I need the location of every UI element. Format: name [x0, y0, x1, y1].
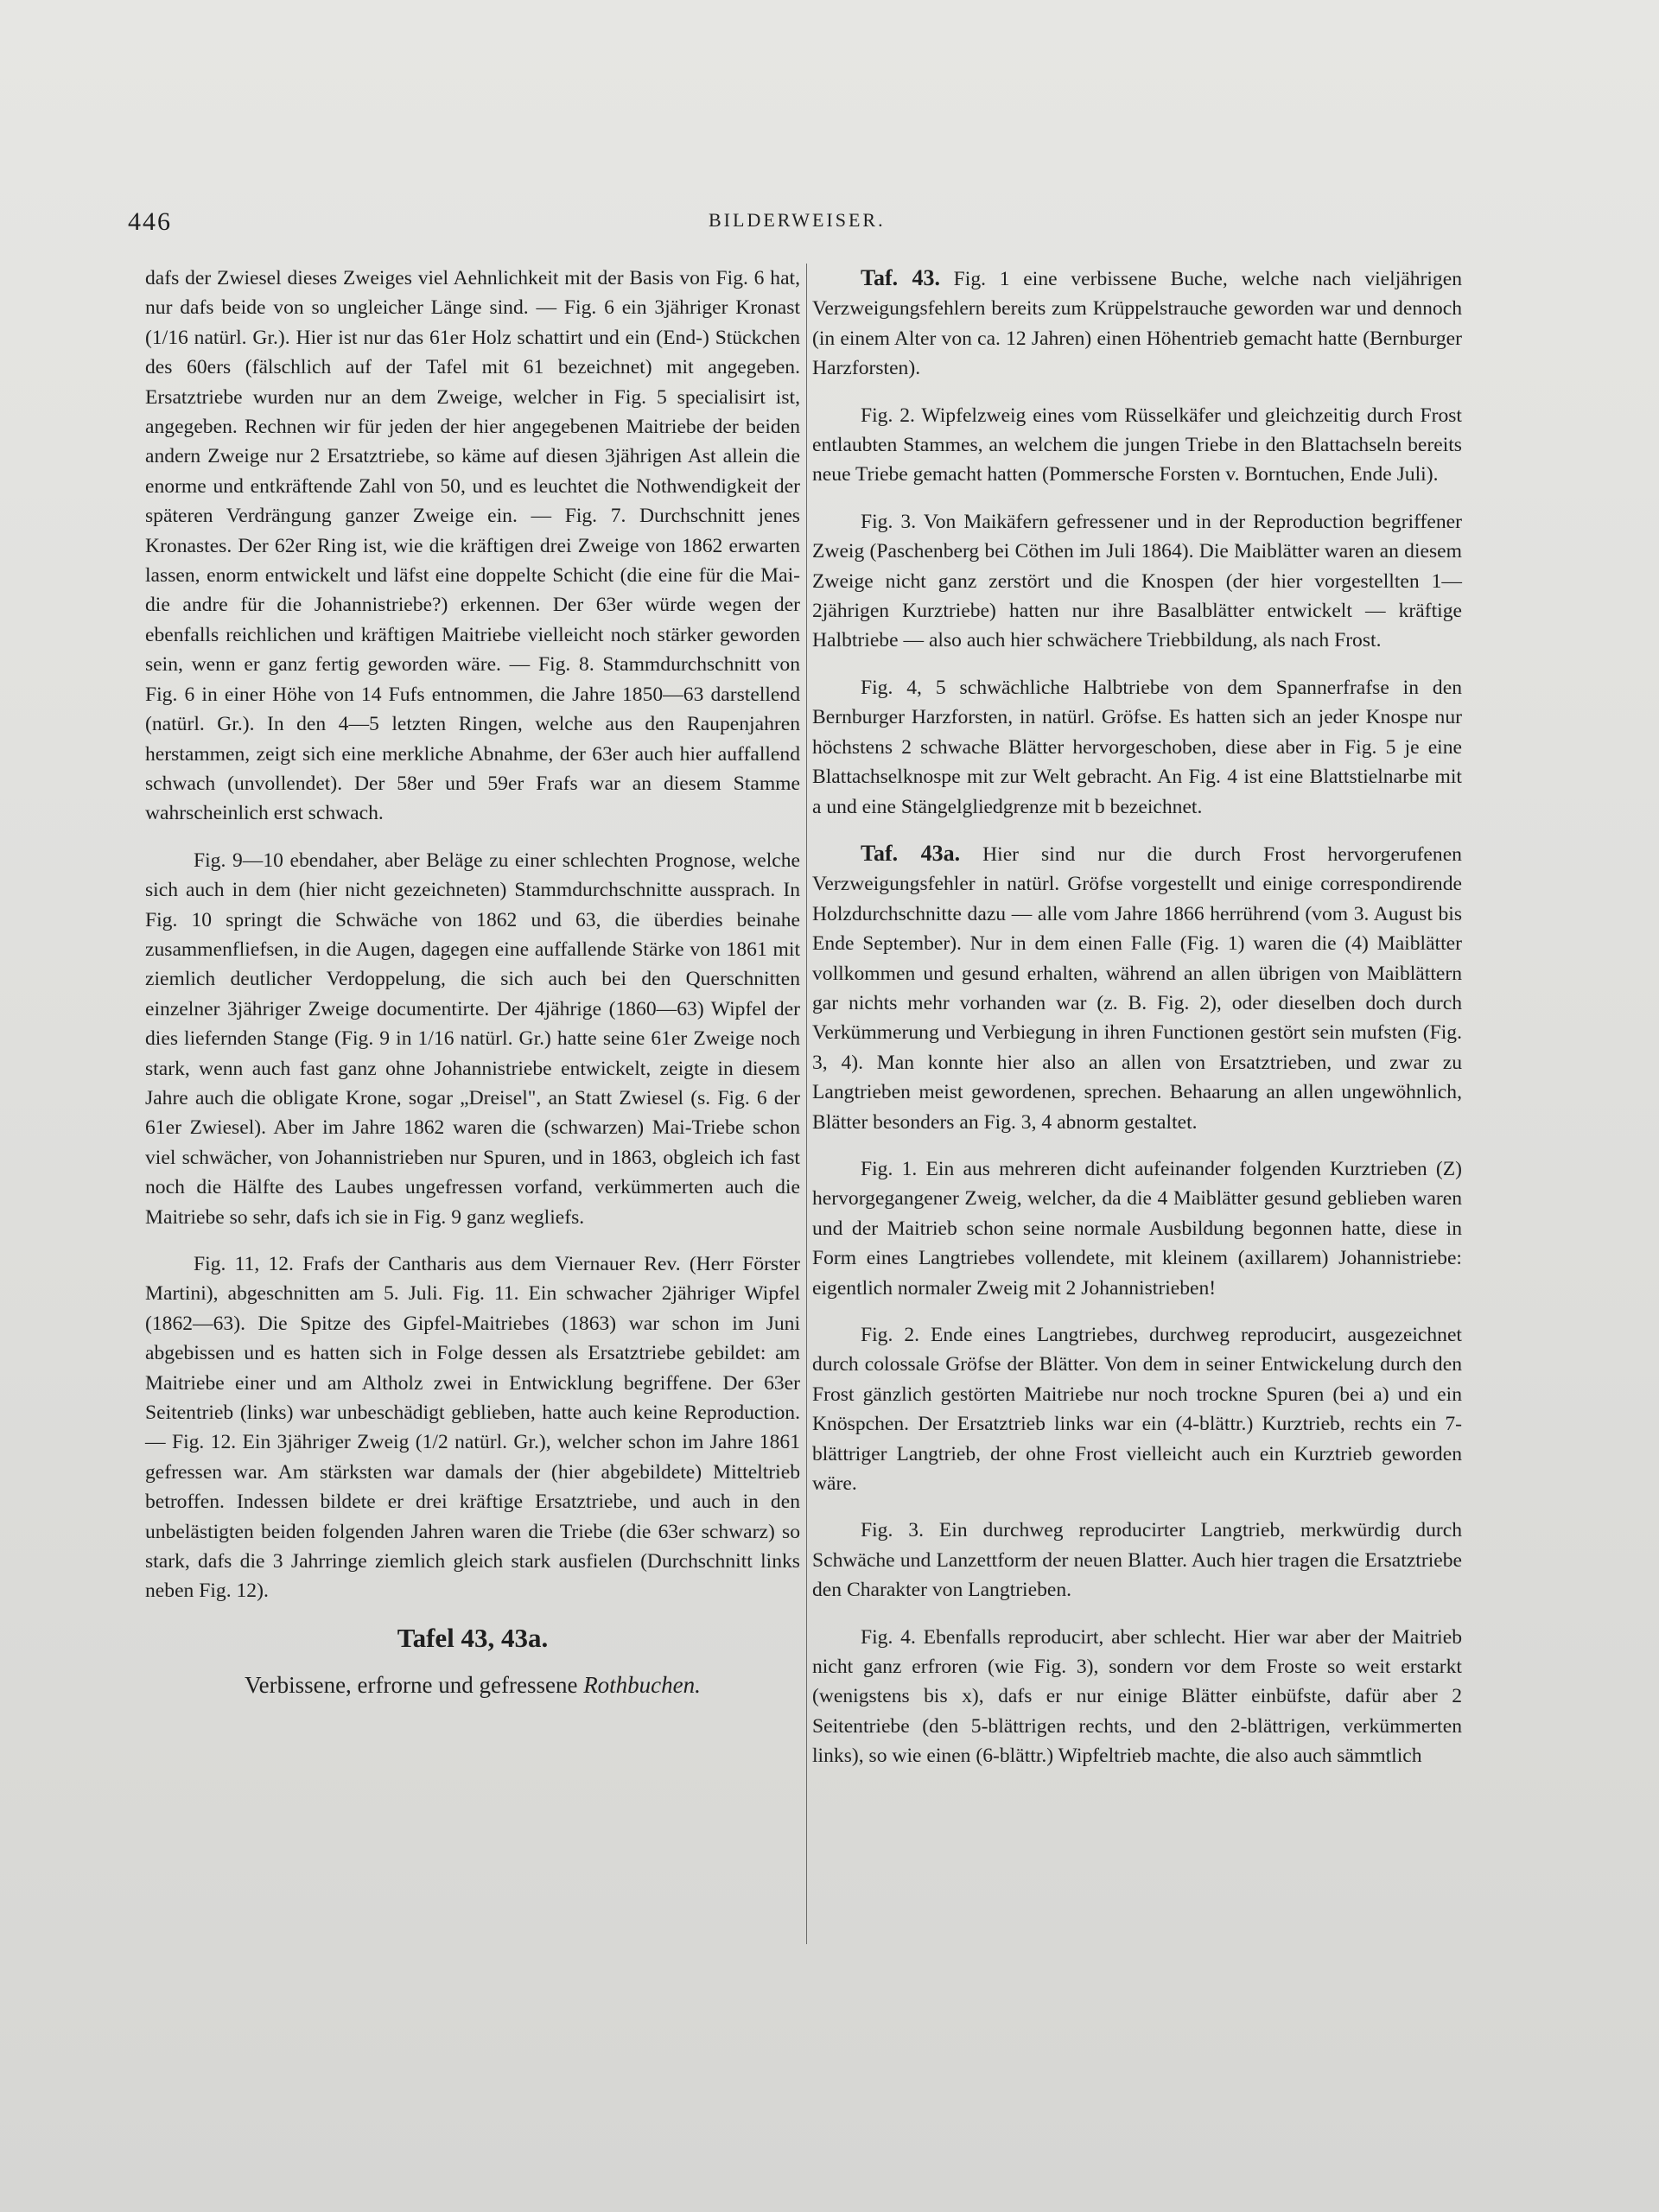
- left-paragraph-1: dafs der Zwiesel dieses Zweiges viel Aehnlichkeit mit der Basis von Fig. 6 hat, nur dafs beide von so ungleicher Länge sind. — Fig. 6 ein 3jähriger Kronast (1/16 natürl. Gr.). Hier ist nur das 61er Holz schattirt und ein (End-) Stückchen des 60ers (fälschlich auf der Tafel mit 61 bezeichnet) mit angegeben. Ersatztriebe wurden nur an dem Zweige, welcher in Fig. 5 specialisirt ist, angegeben. Rechnen wir für jeden der hier angegebenen Maitriebe der beiden andern Zweige nur 2 Ersatztriebe, so käme auf diesen 3jährigen Ast allein die enorme und entkräftende Zahl von 50, und es leuchtet die Nothwendigkeit der späteren Verdrängung ganzer Zweige ein. — Fig. 7. Durchschnitt jenes Kronastes. Der 62er Ring ist, wie die kräftigen drei Zweige von 1862 erwarten lassen, enorm entwickelt und läfst eine doppelte Schicht (die eine für die Mai- die andre für die Johannistriebe?) erkennen. Der 63er würde wegen der ebenfalls reichlichen und kräftigen Maitriebe vielleicht noch stärker geworden sein, wenn er ganz fertig geworden wäre. — Fig. 8. Stammdurchschnitt von Fig. 6 in einer Höhe von 14 Fufs entnommen, die Jahre 1850—63 darstellend (natürl. Gr.). In den 4—5 letzten Ringen, welche aus den Raupenjahren herstammen, zeigt sich eine merkliche Abnahme, der 63er auch hier auffallend schwach (unvollendet). Der 58er und 59er Frafs war an diesem Stamme wahrscheinlich erst schwach.: [145, 267, 800, 825]
- right-paragraph-3: Fig. 3. Von Maikäfern gefressener und in der Reproduction begriffener Zweig (Paschenberg bei Cöthen im Juli 1864). Die Maiblätter waren an diesem Zweige nicht ganz zerstört und die Knospen (der hier vorgestellten 1—2jährigen Kurztriebe) hatten nur ihre Basalblätter entwickelt — kräftige Halbtriebe — also auch hier schwächere Triebbildung, als nach Frost.: [812, 510, 1462, 652]
- left-paragraph-3: Fig. 11, 12. Frafs der Cantharis aus dem Viernauer Rev. (Herr Förster Martini), abgeschnitten am 5. Juli. Fig. 11. Ein schwacher 2jähriger Wipfel (1862—63). Die Spitze des Gipfel-Maitriebes (1863) war schon im Juni abgebissen und es hatten sich in Folge dessen als Ersatztriebe gebildet: am Maitriebe einer und am Altholz zwei in Entwicklung begriffene. Der 63er Seitentrieb (links) war unbeschädigt geblieben, hatte auch keine Reproduction. — Fig. 12. Ein 3jähriger Zweig (1/2 natürl. Gr.), welcher schon im Jahre 1861 gefressen war. Am stärksten war damals der (hier abgebildete) Mitteltrieb betroffen. Indessen bildete er drei kräftige Ersatztriebe, und auch in den unbelästigten beiden folgenden Jahren waren die Triebe (die 63er schwarz) so stark, dafs die 3 Jahrringe ziemlich gleich stark ausfielen (Durchschnitt links neben Fig. 12).: [145, 1253, 800, 1603]
- left-column: [145, 264, 800, 1718]
- right-paragraph-5-text: Hier sind nur die durch Frost hervorgerufenen Verzweigungsfehler in natürl. Gröfse vorgestellt und einige correspondirende Holzdurchschnitte dazu — alle vom Jahre 1866 herrührend (vom 3. August bis Ende September). Nur in dem einen Falle (Fig. 1) waren die (4) Maiblätter vollkommen und gesund erhalten, während an allen übrigen von Maiblättern gar nichts mehr vorhanden war (z. B. Fig. 2), oder dieselben doch durch Verkümmerung und Verbiegung in ihren Functionen gestört sein mufsten (Fig. 3, 4). Man konnte hier also an allen von Ersatztrieben, und zwar zu Langtrieben meist gewordenen, sprechen. Behaarung an allen ungewöhnlich, Blätter besonders an Fig. 3, 4 abnorm gestaltet.: [812, 842, 1462, 1134]
- tafel-title: Tafel 43, 43a.: [397, 1622, 549, 1653]
- right-paragraph-4: Fig. 4, 5 schwächliche Halbtriebe von dem Spannerfrafse in den Bernburger Harzforsten, in natürl. Gröfse. Es hatten sich an jeder Knospe nur höchstens 2 schwache Blätter hervorgeschoben, diese aber in Fig. 5 je eine Blattachselknospe mit zur Welt gebracht. An Fig. 4 ist eine Blattstielnarbe mit a und eine Stängelgliedgrenze mit b bezeichnet.: [812, 676, 1462, 818]
- right-paragraph-7: Fig. 2. Ende eines Langtriebes, durchweg reproducirt, ausgezeichnet durch colossale Gröfse der Blätter. Von dem in seiner Entwickelung durch den Frost gänzlich gestörten Maitriebe nur noch trockne Spuren (bei a) und ein Knöspchen. Der Ersatztrieb links war ein (4-blättr.) Kurztrieb, rechts ein 7-blättriger Langtrieb, der ohne Frost vielleicht auch ein Kurztrieb geworden wäre.: [812, 1324, 1462, 1496]
- right-paragraph-1: [812, 264, 1462, 384]
- column-divider: [806, 264, 807, 1944]
- right-column: [812, 264, 1462, 1789]
- right-paragraph-1-text: Fig. 1 eine verbissene Buche, welche nach vieljährigen Verzweigungsfehlern bereits zum Krüppelstrauche geworden war und dennoch (in einem Alter von ca. 12 Jahren) einen Höhentrieb gemacht hatte (Bernburger Harzforsten).: [812, 268, 1462, 380]
- right-paragraph-8: Fig. 3. Ein durchweg reproducirter Langtrieb, merkwürdig durch Schwäche und Lanzettform der neuen Blatter. Auch hier tragen die Ersatztriebe den Charakter von Langtrieben.: [812, 1519, 1462, 1602]
- taf-43a-lead: Taf. 43a.: [861, 840, 961, 866]
- right-paragraph-9: Fig. 4. Ebenfalls reproducirt, aber schlecht. Hier war aber der Maitrieb nicht ganz erfroren (wie Fig. 3), sondern vor dem Froste so weit erstarkt (wenigstens bis x), dafs er nur einige Blätter einbüfste, dafür aber 2 Seitentriebe (den 5-blättrigen rechts, und den 2-blättrigen, verkümmerten links), so wie einen (6-blättr.) Wipfeltrieb machte, die also auch sämmtlich: [812, 1625, 1462, 1768]
- right-paragraph-2: Fig. 2. Wipfelzweig eines vom Rüsselkäfer und gleichzeitig durch Frost entlaubten Stammes, an welchem die jungen Triebe in den Blattachseln bereits neue Triebe gemacht hatten (Pommersche Forsten v. Borntuchen, Ende Juli).: [812, 404, 1462, 486]
- tafel-subtitle-plain: Verbissene, erfrorne und gefressene: [245, 1672, 584, 1699]
- running-head: BILDERWEISER.: [709, 209, 886, 231]
- tafel-subtitle-italic: Rothbuchen.: [583, 1672, 701, 1699]
- right-paragraph-6: Fig. 1. Ein aus mehreren dicht aufeinander folgenden Kurztrieben (Z) hervorgegangener Zweig, welcher, da die 4 Maiblätter gesund geblieben waren und der Maitrieb schon seine normale Ausbildung begonnen hatte, diese in Form eines Langtriebes vollendete, mit kleinem (axillarem) Johannistriebe: eigentlich normaler Zweig mit 2 Johannistrieben!: [812, 1157, 1462, 1300]
- taf-43-lead: Taf. 43.: [861, 265, 940, 290]
- tafel-subtitle: [145, 1670, 800, 1700]
- page-number: 446: [128, 207, 172, 236]
- right-paragraph-5: [812, 839, 1462, 1137]
- left-paragraph-2: Fig. 9—10 ebendaher, aber Beläge zu einer schlechten Prognose, welche sich auch in dem (hier nicht gezeichneten) Stammdurchschnitte aussprach. In Fig. 10 springt die Schwäche von 1862 und 63, die überdies beinahe zusammenfliefsen, in die Augen, dagegen eine auffallende Stärke von 1861 mit ziemlich deutlicher Verdoppelung, die sich auch bei den Querschnitten einzelner 3jähriger Zweige documentirte. Der 4jährige (1860—63) Wipfel der dies liefernden Stange (Fig. 9 in 1/16 natürl. Gr.) hatte seine 61er Zweige noch stark, wenn auch fast ganz ohne Johannistriebe entwickelt, zeigte in diesem Jahre auch die obligate Krone, sogar „Dreisel", an Statt Zwiesel (s. Fig. 6 der 61er Zwiesel). Aber im Jahre 1862 waren die (schwarzen) Mai-Triebe schon viel schwächer, von Johannistrieben nur Spuren, und in 1863, obgleich ich fast noch die Hälfte des Laubes ungefressen vorfand, verkümmerten auch die Maitriebe so sehr, dafs ich sie in Fig. 9 ganz wegliefs.: [145, 849, 800, 1229]
